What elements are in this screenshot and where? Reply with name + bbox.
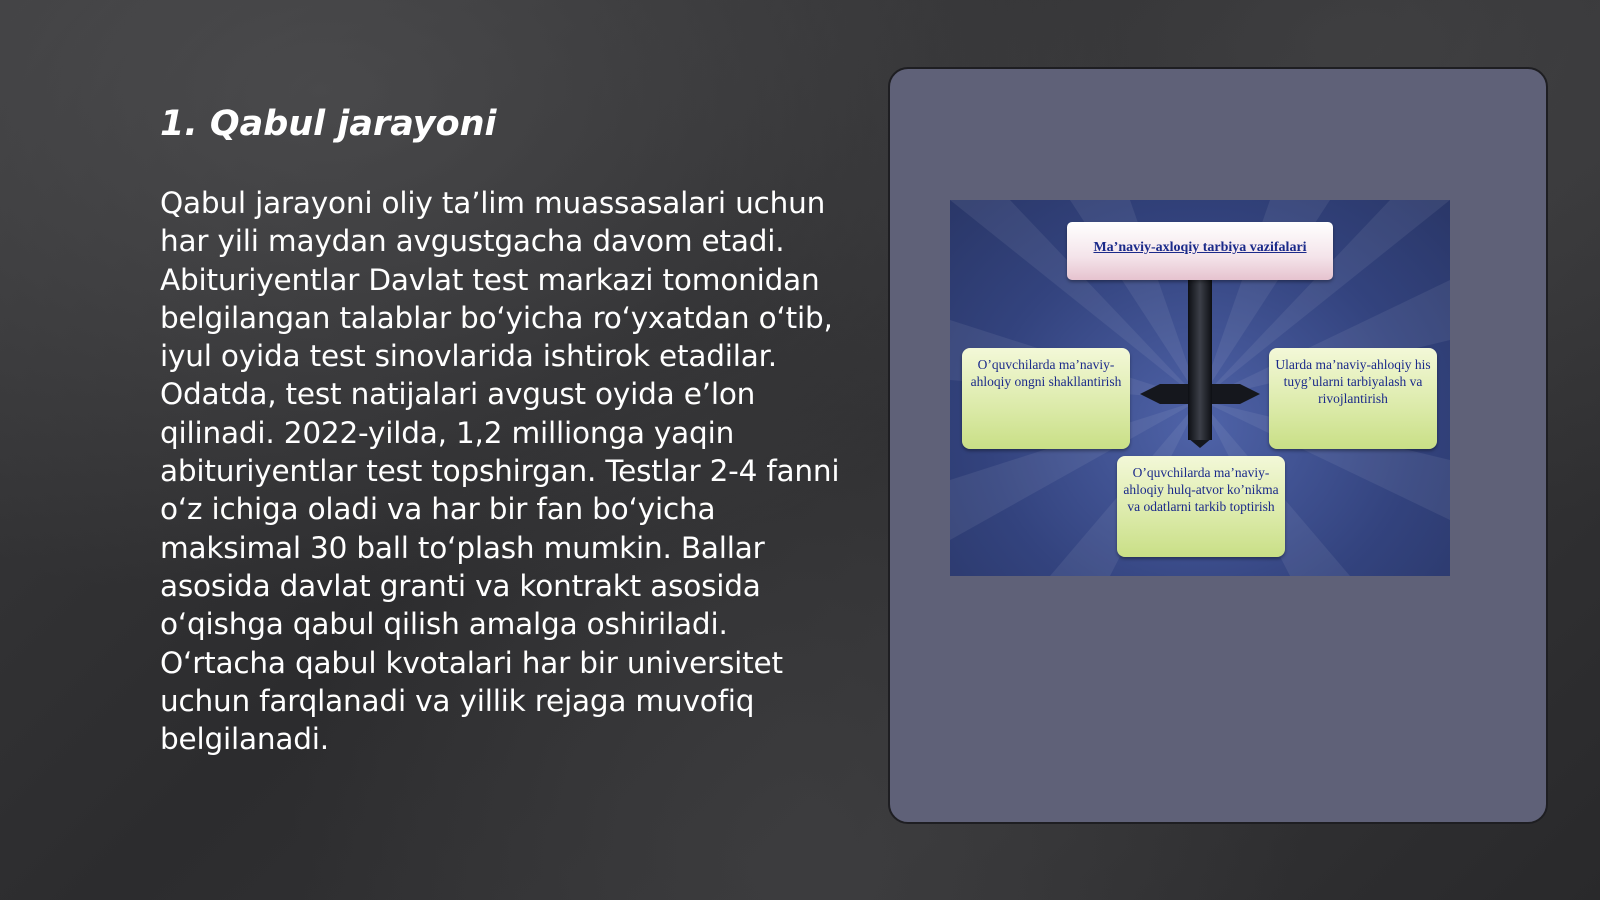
diagram-box-right: Ularda ma’naviy-ahloqiy his tuyg’ularni tarbiyalash va rivojlantirish bbox=[1269, 348, 1437, 449]
diagram-box-left: O’quvchilarda ma’naviy-ahloqiy ongni shakllantirish bbox=[962, 348, 1130, 449]
diagram-box-bottom: O’quvchilarda ma’naviy-ahloqiy hulq-atvor ko’nikma va odatlarni tarkib toptirish bbox=[1117, 456, 1285, 557]
arrow-stem bbox=[1188, 280, 1212, 440]
slide-title: 1. Qabul jarayoni bbox=[160, 104, 497, 144]
slide-body-text: Qabul jarayoni oliy ta’lim muassasalari uchun har yili maydan avgustgacha davom etadi. Abituriyentlar Davlat test markazi tomonidan belgilangan talablar bo‘yicha ro‘yxatdan o‘tib, iyul oyida test sinovlarida ishtirok etadilar. Odatda, test natijalari avgust oyida e’lon qilinadi. 2022-yilda, 1,2 millionga yaqin abituriyentlar test topshirgan. Testlar 2-4 fanni o‘z ichiga oladi va har bir fan bo‘yicha maksimal 30 ball to‘plash mumkin. Ballar asosida davlat granti va kontrakt asosida o‘qishga qabul qilish amalga oshiriladi. O‘rtacha qabul kvotalari har bir universitet uchun farqlanadi va yillik rejaga muvofiq belgilanadi. bbox=[160, 186, 840, 757]
diagram-title-box: Ma’naviy-axloqiy tarbiya vazifalari bbox=[1067, 222, 1333, 280]
diagram-image bbox=[950, 200, 1450, 576]
